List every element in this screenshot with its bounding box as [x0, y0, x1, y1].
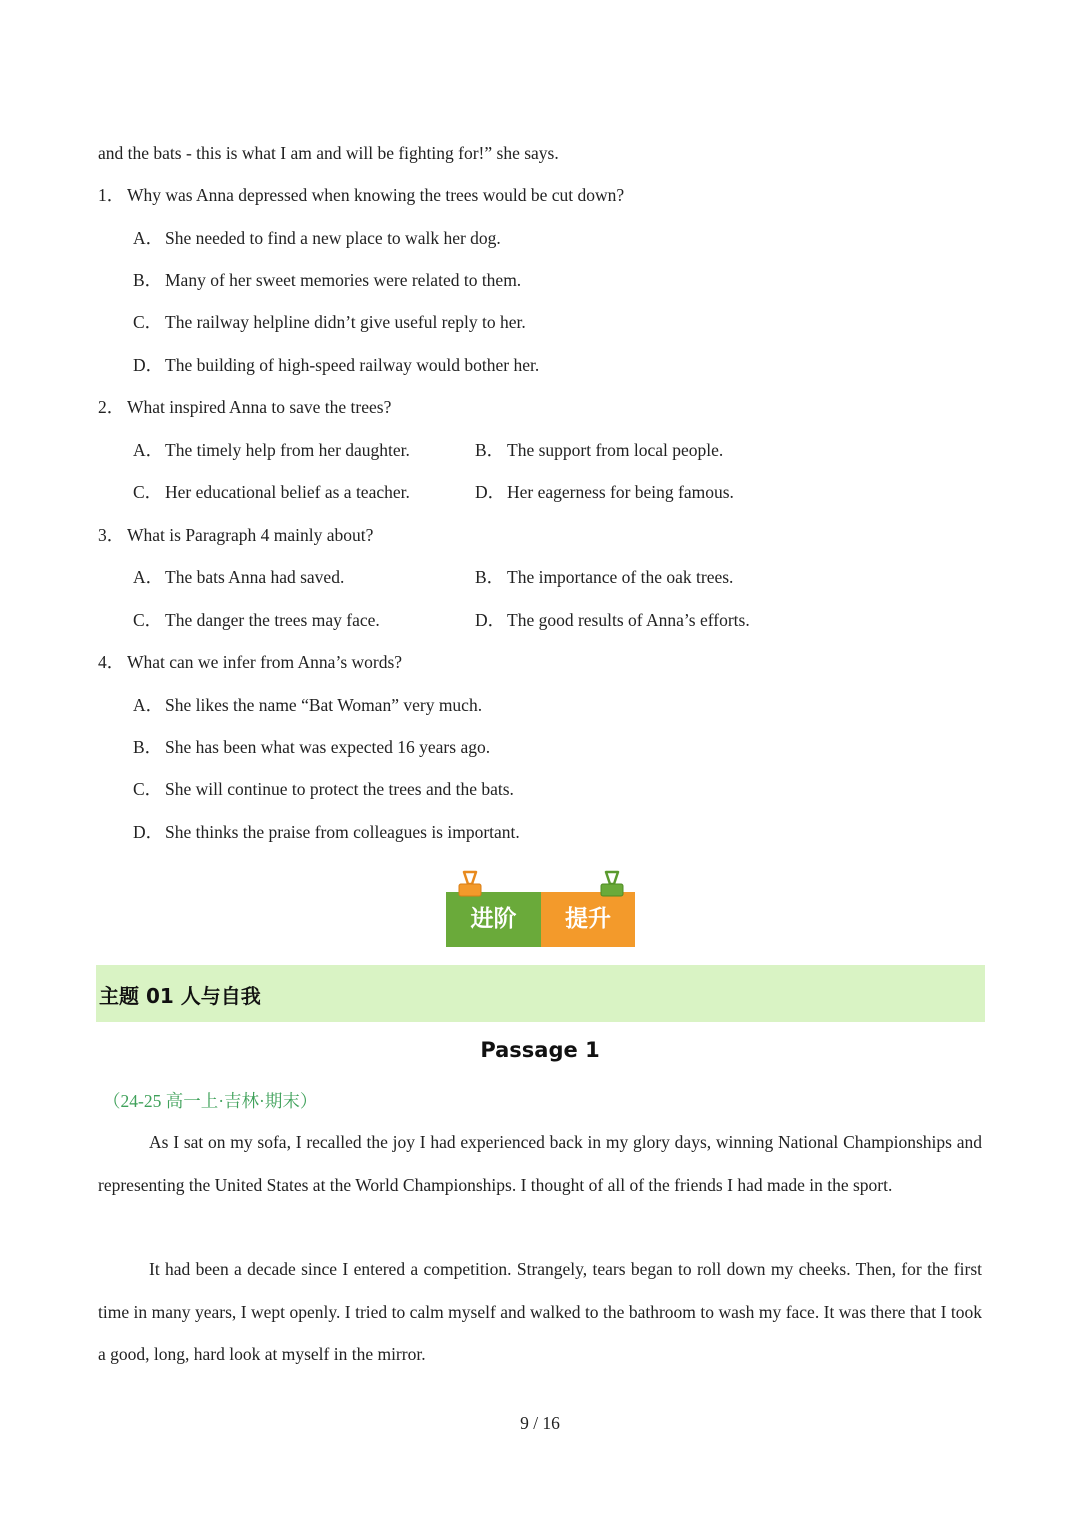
question-number: 4．: [98, 652, 125, 672]
question-text: What inspired Anna to save the trees?: [127, 397, 392, 417]
option-letter: A．: [133, 228, 164, 248]
question-2-option-c: [133, 480, 410, 504]
option-text: The support from local people.: [507, 440, 724, 460]
question-2-option-d: [475, 480, 734, 504]
option-text: The importance of the oak trees.: [507, 567, 734, 587]
question-1: [98, 183, 624, 207]
option-text: Many of her sweet memories were related to them.: [165, 270, 522, 290]
question-1-option-b: [133, 268, 521, 292]
option-text: Her educational belief as a teacher.: [165, 482, 410, 502]
option-letter: B．: [475, 567, 505, 587]
passage-title: Passage 1: [480, 1038, 600, 1062]
option-text: The building of high-speed railway would bother her.: [165, 355, 540, 375]
section-banner: [446, 892, 635, 947]
option-text: The danger the trees may face.: [165, 610, 380, 630]
question-2: [98, 395, 391, 419]
question-text: What is Paragraph 4 mainly about?: [127, 525, 374, 545]
passage-source: （24-25 高一上·吉林·期末）: [103, 1091, 318, 1111]
question-1-option-c: [133, 310, 526, 334]
option-text: She thinks the praise from colleagues is important.: [165, 822, 520, 842]
question-4-option-b: [133, 735, 490, 759]
question-1-option-d: [133, 353, 539, 377]
theme-heading-bar: [96, 965, 985, 1022]
question-2-option-b: [475, 438, 723, 462]
question-number: 2．: [98, 397, 125, 417]
question-3-option-a: [133, 565, 344, 589]
question-3-option-d: [475, 608, 750, 632]
option-letter: B．: [133, 270, 163, 290]
passage-paragraph: As I sat on my sofa, I recalled the joy I had experienced back in my glory days, winning National Championships and representing the United States at the World Championships. I thought of all of the friends I had made in the sport.: [98, 1132, 982, 1195]
binder-clip-icon: [598, 870, 626, 900]
question-4: [98, 650, 402, 674]
option-letter: C．: [133, 312, 163, 332]
option-text: Her eagerness for being famous.: [507, 482, 734, 502]
option-text: The good results of Anna’s efforts.: [507, 610, 750, 630]
option-letter: C．: [133, 482, 163, 502]
question-4-option-c: [133, 777, 514, 801]
question-2-option-a: [133, 438, 410, 462]
option-letter: B．: [133, 737, 163, 757]
option-letter: D．: [475, 610, 506, 630]
option-letter: A．: [133, 440, 164, 460]
option-text: The timely help from her daughter.: [165, 440, 410, 460]
banner-left-label: 进阶: [446, 892, 541, 947]
question-1-option-a: [133, 226, 501, 250]
passage-tail-text: and the bats - this is what I am and will be fighting for!” she says.: [98, 143, 559, 163]
question-3-option-c: [133, 608, 380, 632]
option-text: She needed to find a new place to walk her dog.: [165, 228, 501, 248]
option-letter: A．: [133, 695, 164, 715]
binder-clip-icon: [456, 870, 484, 900]
theme-title: 主题 01 人与自我: [99, 984, 261, 1008]
question-number: 3．: [98, 525, 125, 545]
option-letter: D．: [133, 355, 164, 375]
banner-right-label: 提升: [541, 892, 635, 947]
option-text: The railway helpline didn’t give useful reply to her.: [165, 312, 526, 332]
option-text: She has been what was expected 16 years ago.: [165, 737, 491, 757]
option-text: The bats Anna had saved.: [165, 567, 345, 587]
question-text: What can we infer from Anna’s words?: [127, 652, 403, 672]
page-number: 9 / 16: [520, 1413, 560, 1433]
option-letter: C．: [133, 610, 163, 630]
passage-paragraph: It had been a decade since I entered a competition. Strangely, tears began to roll down my cheeks. Then, for the first time in many years, I wept openly. I tried to calm myself and walked to the bathroom to wash my face. It was there that I took a good, long, hard look at myself in the mirror.: [98, 1259, 982, 1364]
option-letter: B．: [475, 440, 505, 460]
option-letter: D．: [475, 482, 506, 502]
option-letter: D．: [133, 822, 164, 842]
question-3: [98, 523, 373, 547]
option-text: She will continue to protect the trees and the bats.: [165, 779, 514, 799]
question-4-option-d: [133, 820, 520, 844]
option-letter: C．: [133, 779, 163, 799]
question-4-option-a: [133, 693, 482, 717]
question-text: Why was Anna depressed when knowing the trees would be cut down?: [127, 185, 625, 205]
question-number: 1．: [98, 185, 125, 205]
question-3-option-b: [475, 565, 733, 589]
option-letter: A．: [133, 567, 164, 587]
option-text: She likes the name “Bat Woman” very much.: [165, 695, 483, 715]
